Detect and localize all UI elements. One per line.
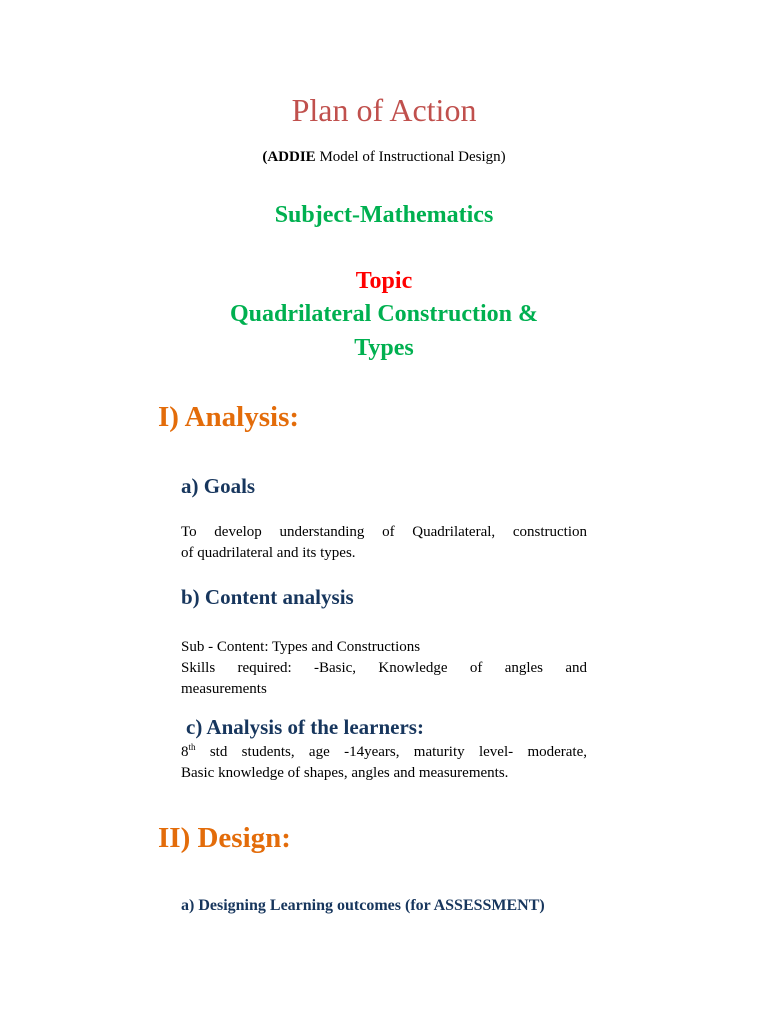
document-subtitle (0, 149, 768, 166)
document-title: Plan of Action (291, 92, 477, 128)
learners-line-1-text: std students, age -14years, maturity level- moderate, (195, 744, 587, 760)
content-line-1: Sub - Content: Types and Constructions (181, 639, 421, 655)
topic-label: Topic (355, 268, 413, 294)
subtitle-rest: Model of Instructional Design) (315, 149, 506, 165)
learners-line-1 (181, 742, 587, 763)
goals-paragraph (181, 522, 587, 564)
learning-outcomes-heading: a) Designing Learning outcomes (for ASSESSMENT) (181, 897, 545, 914)
design-heading: II) Design: (158, 822, 291, 854)
subject-heading: Subject-Mathematics (274, 202, 494, 228)
content-line-3: measurements (181, 681, 267, 697)
grade-suffix: th (188, 742, 196, 752)
topic-title-line-1: Quadrilateral Construction & (230, 301, 538, 327)
topic-title-line-2: Types (354, 335, 414, 361)
learners-paragraph (181, 742, 587, 784)
goals-line-2: of quadrilateral and its types. (181, 545, 356, 561)
content-analysis-heading: b) Content analysis (181, 585, 354, 609)
goals-heading: a) Goals (181, 474, 256, 498)
learners-heading: c) Analysis of the learners: (186, 715, 424, 739)
content-analysis-paragraph (181, 637, 587, 700)
goals-line-1: To develop understanding of Quadrilateral, construction (181, 524, 587, 540)
subtitle-model-name: (ADDIE (262, 149, 316, 165)
analysis-heading: I) Analysis: (158, 401, 300, 433)
learners-line-2: Basic knowledge of shapes, angles and measurements. (181, 765, 509, 781)
grade-number: 8 (181, 744, 189, 760)
content-line-2: Skills required: -Basic, Knowledge of angles and (181, 660, 587, 676)
